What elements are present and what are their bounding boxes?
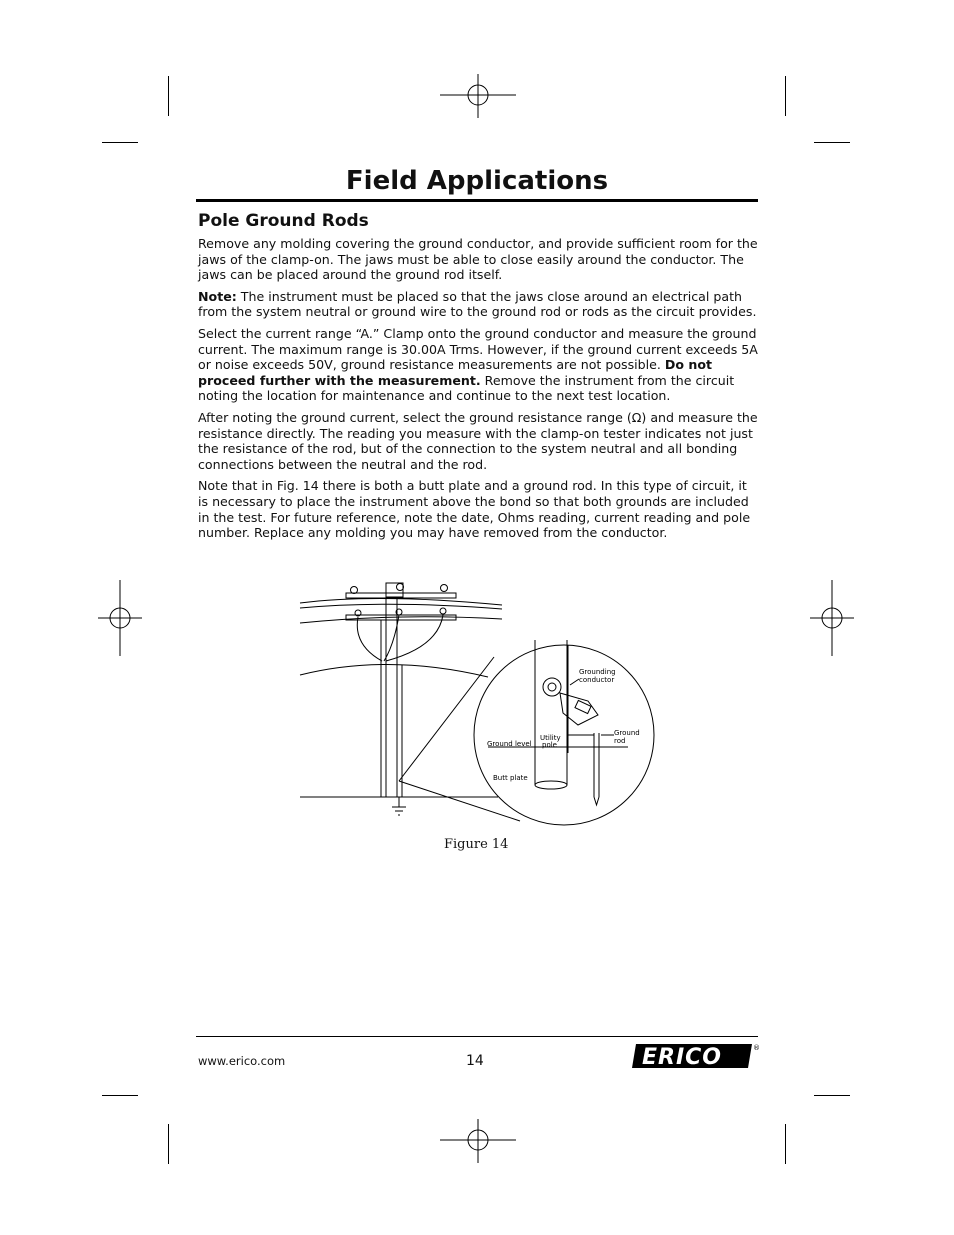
body-paragraph bbox=[198, 289, 760, 320]
title-rule bbox=[196, 199, 758, 202]
label-ground-level: Ground level bbox=[487, 740, 532, 748]
body-paragraph bbox=[198, 410, 760, 472]
paragraph-text: Note that in Fig. 14 there is both a butt plate and a ground rod. In this type of circuit, it is necessary to place the instrument above the bond so that both grounds are included in the test. For future reference, note the date, Ohms reading, current reading and pole number. Replace any molding you may have removed from the conductor. bbox=[198, 478, 751, 541]
registration-mark-top bbox=[440, 74, 516, 118]
label-butt-plate: Butt plate bbox=[493, 774, 528, 782]
label-utility-pole-2: pole bbox=[542, 741, 557, 749]
label-utility-pole-1: Utility bbox=[540, 734, 561, 742]
page-number: 14 bbox=[466, 1053, 484, 1069]
body-paragraph bbox=[198, 236, 760, 283]
label-grounding-conductor-2: conductor bbox=[579, 676, 615, 684]
body-paragraph bbox=[198, 326, 760, 404]
registration-mark-bottom bbox=[440, 1119, 516, 1163]
footer-rule bbox=[196, 1036, 758, 1037]
figure-14-diagram bbox=[298, 575, 660, 830]
body-paragraph bbox=[198, 478, 760, 540]
paragraph-text: Select the current range “A.” Clamp onto the ground conductor and measure the ground current. The maximum range is 30.00A Trms. However, if the ground current exceeds 5A or noise exceeds 50V, ground resistance measurements are not possible. bbox=[198, 325, 758, 373]
footer-url: www.erico.com bbox=[198, 1054, 286, 1068]
paragraph-text: Remove any molding covering the ground conductor, and provide sufficient room for the jaws of the clamp-on. The jaws must be able to close easily around the conductor. The jaws can be placed around the ground rod itself. bbox=[198, 236, 758, 283]
paragraph-text: Remove the instrument from the circuit noting the location for maintenance and continue to the next test location. bbox=[198, 372, 735, 404]
logo-text: ERICO bbox=[642, 1045, 723, 1070]
bold-text: Do not proceed further with the measurement. bbox=[198, 357, 713, 388]
erico-logo bbox=[632, 1040, 762, 1072]
registration-mark-right bbox=[810, 580, 854, 656]
body-text bbox=[198, 236, 760, 547]
registration-mark-left bbox=[98, 580, 142, 656]
bold-text: Note: bbox=[198, 288, 237, 304]
section-heading: Pole Ground Rods bbox=[198, 211, 369, 231]
label-ground-rod-2: rod bbox=[614, 737, 626, 745]
figure-caption: Figure 14 bbox=[444, 837, 509, 852]
paragraph-text: The instrument must be placed so that the jaws close around an electrical path from the system neutral or ground wire to the ground rod or rods as the circuit provides. bbox=[198, 288, 757, 320]
paragraph-text: After noting the ground current, select the ground resistance range (Ω) and measure the resistance directly. The reading you measure with the clamp-on tester indicates not just the resistance of the rod, but of the connection to the system neutral and all bonding connections between the neutral and the rod. bbox=[198, 409, 758, 472]
label-ground-rod-1: Ground bbox=[614, 729, 640, 737]
logo-registered-mark: ® bbox=[753, 1044, 760, 1052]
label-grounding-conductor-1: Grounding bbox=[579, 668, 616, 676]
page-title: Field Applications bbox=[345, 166, 609, 196]
